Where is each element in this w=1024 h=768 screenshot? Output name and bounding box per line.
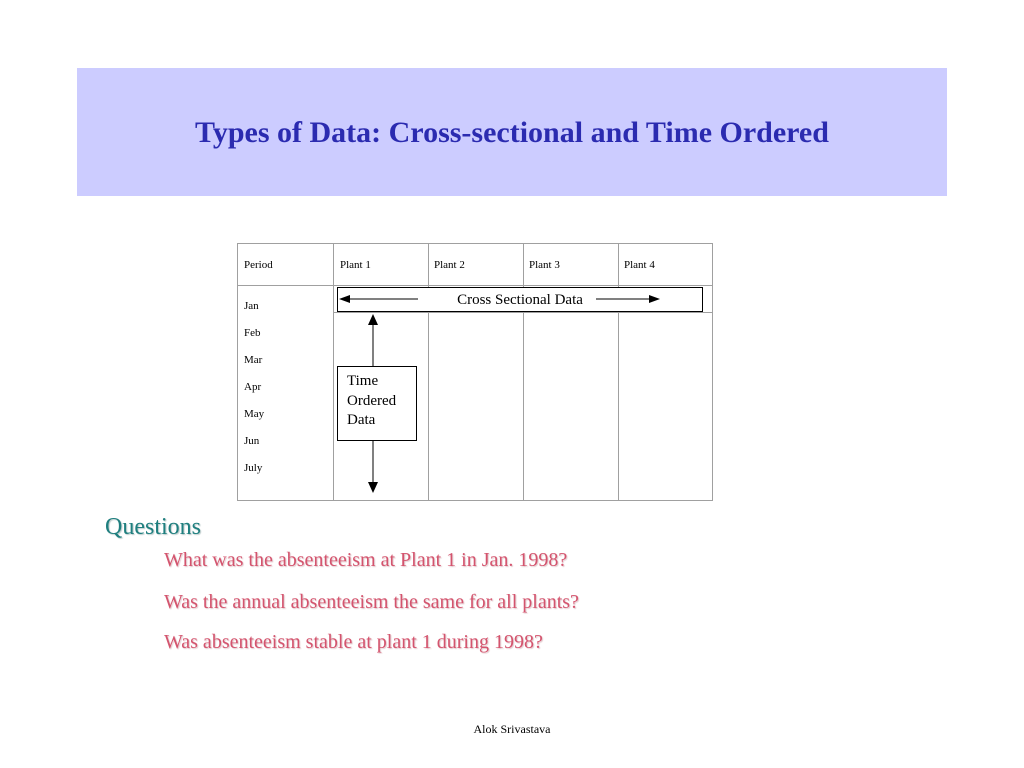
questions-heading: Questions bbox=[105, 514, 201, 540]
question-item: Was the annual absenteeism the same for all plants? bbox=[164, 591, 579, 613]
header-plant-2: Plant 2 bbox=[434, 259, 465, 271]
time-ordered-label-line: Time bbox=[347, 373, 379, 389]
time-ordered-box bbox=[337, 366, 417, 441]
footer-author: Alok Srivastava bbox=[473, 722, 551, 736]
question-item: What was the absenteeism at Plant 1 in Jan. 1998? bbox=[164, 549, 568, 571]
header-plant-1: Plant 1 bbox=[340, 259, 371, 271]
slide-title: Types of Data: Cross-sectional and Time Ordered bbox=[195, 116, 829, 149]
month-label: July bbox=[244, 462, 263, 474]
header-period: Period bbox=[244, 259, 273, 271]
month-label: May bbox=[244, 408, 265, 420]
month-label: Jun bbox=[244, 435, 260, 447]
month-label: Apr bbox=[244, 381, 262, 393]
cross-sectional-box bbox=[337, 287, 703, 312]
header-plant-4: Plant 4 bbox=[624, 259, 655, 271]
time-ordered-label-line: Ordered bbox=[347, 392, 397, 409]
question-item: Was absenteeism stable at plant 1 during 1998? bbox=[164, 631, 543, 653]
time-arrow-down-head bbox=[368, 482, 378, 493]
month-label: Jan bbox=[244, 300, 259, 312]
month-label: Mar bbox=[244, 354, 263, 366]
cross-sectional-label: Cross Sectional Data bbox=[457, 292, 583, 308]
time-arrow-up-head bbox=[368, 314, 378, 325]
month-label: Feb bbox=[244, 327, 261, 339]
header-plant-3: Plant 3 bbox=[529, 259, 560, 271]
time-ordered-label-line: Data bbox=[347, 412, 376, 428]
